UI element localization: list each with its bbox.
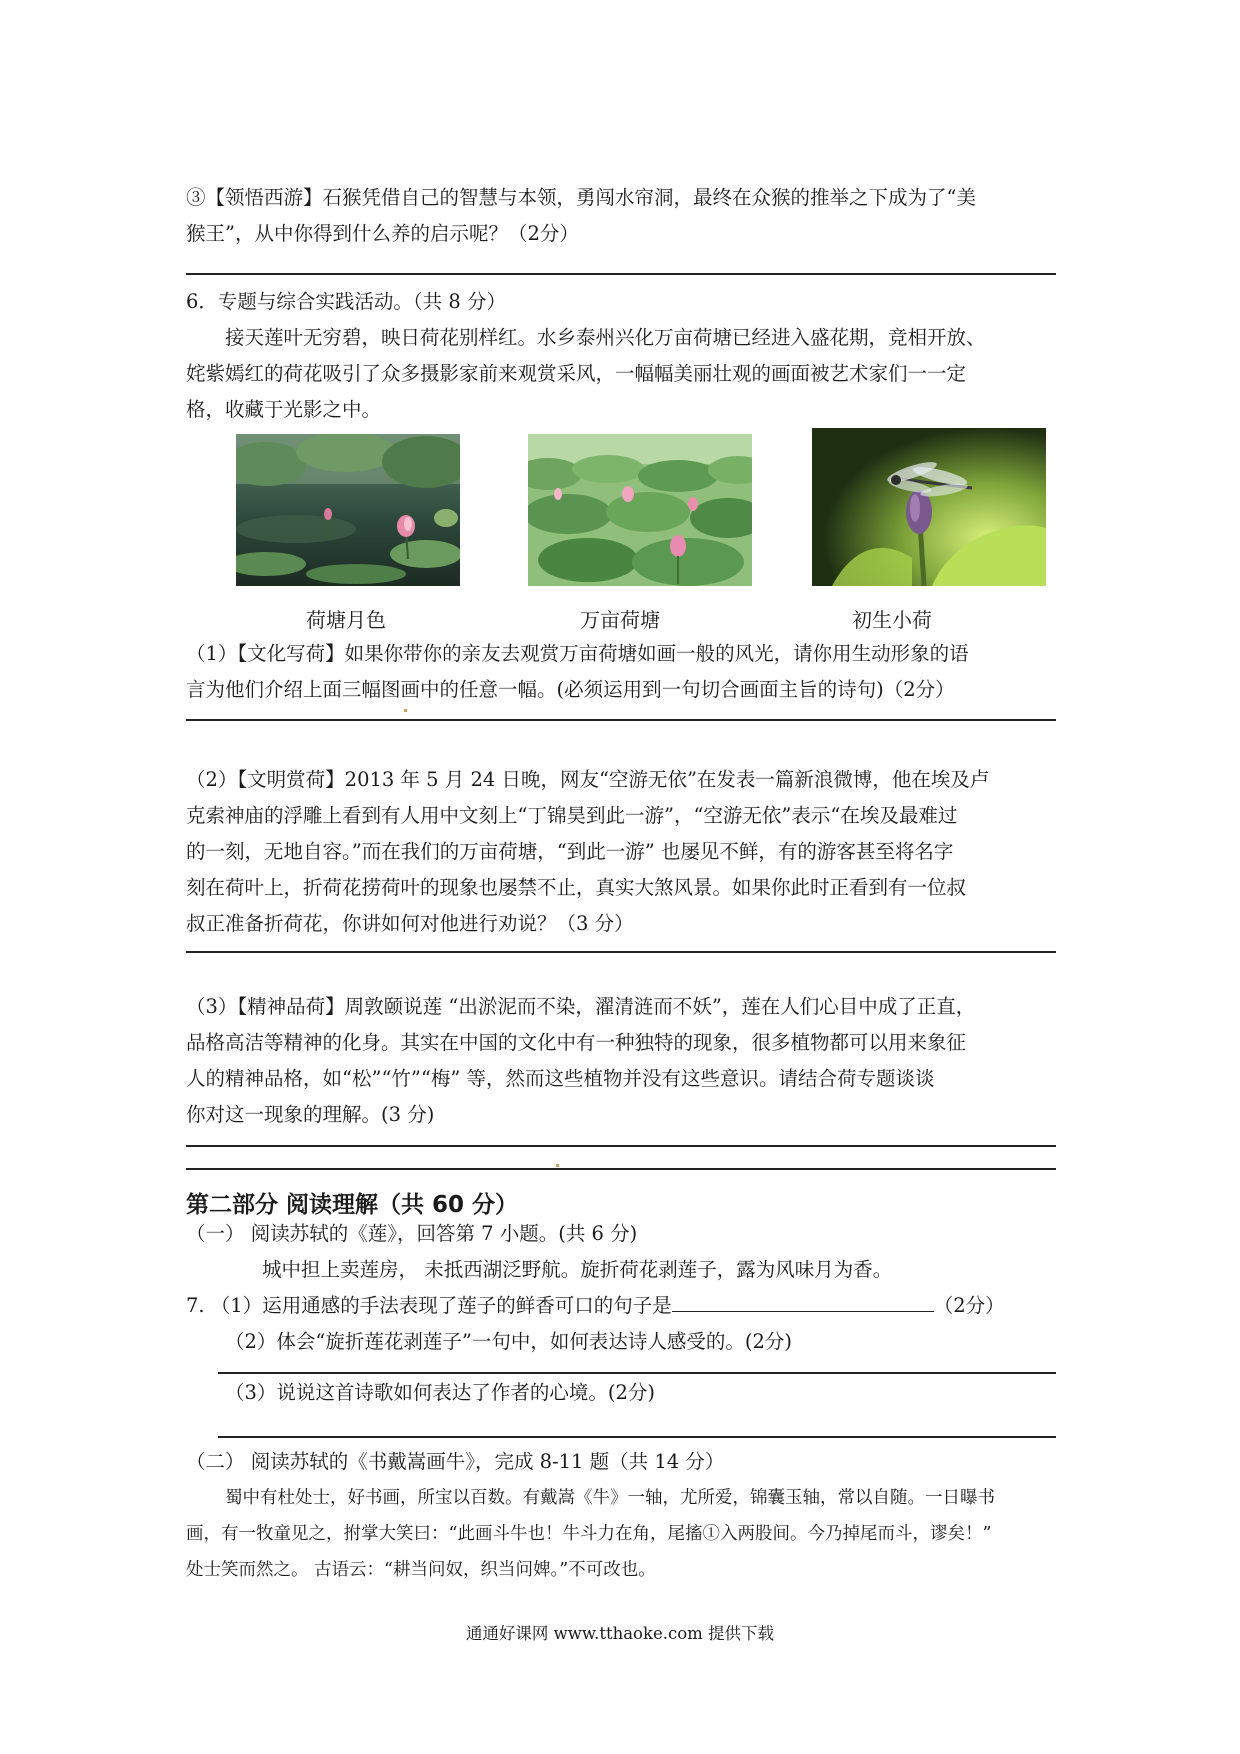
photo-caption: 初生小荷 bbox=[852, 608, 932, 632]
section-title: （一） 阅读苏轼的《莲》，回答第 7 小题。(共 6 分) bbox=[186, 1222, 638, 1245]
text-line: 人的精神品格，如“松”“竹”“梅” 等，然而这些植物并没有这些意识。请结合荷专题谈谈 bbox=[186, 1067, 935, 1090]
photo-caption: 荷塘月色 bbox=[306, 608, 386, 632]
q6-sub1 bbox=[186, 636, 969, 708]
question-7-1 bbox=[186, 1288, 1005, 1324]
text-line: 画，有一牧童见之，拊掌大笑曰：“此画斗牛也！牛斗力在角，尾搐①入两股间。今乃掉尾而斗，谬矣！” bbox=[186, 1524, 992, 1544]
q6-section bbox=[186, 284, 986, 428]
text-line: 姹紫嫣红的荷花吸引了众多摄影家前来观赏采风，一幅幅美丽壮观的画面被艺术家们一一定 bbox=[186, 362, 967, 385]
poem-text: 城中担上卖莲房， 未抵西湖泛野航。旋折荷花剥莲子，露为风味月为香。 bbox=[262, 1258, 893, 1281]
answer-line bbox=[218, 1436, 1056, 1438]
text-line: 刻在荷叶上，折荷花捞荷叶的现象也屡禁不止，真实大煞风景。如果你此时正看到有一位叔 bbox=[186, 876, 967, 899]
lotus-field-photo bbox=[528, 434, 752, 586]
answer-line bbox=[186, 273, 1056, 275]
answer-line bbox=[186, 1168, 1056, 1170]
text-line: 猴王”，从中你得到什么养的启示呢？（2分） bbox=[186, 222, 579, 245]
text-line: 品格高洁等精神的化身。其实在中国的文化中有一种独特的现象，很多植物都可以用来象征 bbox=[186, 1031, 967, 1054]
reading-section-2 bbox=[186, 1444, 724, 1480]
text-line: 的一刻，无地自容。”而在我们的万亩荷塘，“到此一游” 也屡见不鲜，有的游客甚至将名字 bbox=[186, 840, 954, 863]
page-footer: 通通好课网 www.tthaoke.com 提供下载 bbox=[465, 1624, 775, 1643]
photo-caption: 万亩荷塘 bbox=[580, 608, 660, 632]
answer-line bbox=[186, 951, 1056, 953]
classical-text bbox=[186, 1480, 995, 1588]
question-7-2: （2）体会“旋折莲花剥莲子”一句中，如何表达诗人感受的。(2分) bbox=[225, 1330, 792, 1353]
speck bbox=[404, 709, 407, 712]
text-line: 接天莲叶无穷碧，映日荷花别样红。水乡泰州兴化万亩荷塘已经进入盛花期，竞相开放、 bbox=[225, 326, 986, 349]
q6-sub2 bbox=[186, 762, 989, 942]
speck bbox=[556, 1164, 559, 1167]
dragonfly-on-lotus-bud-photo bbox=[812, 428, 1046, 586]
text-line: 蜀中有杜处士，好书画，所宝以百数。有戴嵩《牛》一轴，尤所爱，锦囊玉轴，常以自随。一日曝书 bbox=[225, 1488, 995, 1508]
text-line: 你对这一现象的理解。(3 分) bbox=[186, 1103, 435, 1126]
q7-1-score: （2分） bbox=[933, 1294, 1005, 1317]
text-line: 处士笑而然之。 古语云：“耕当问奴，织当问婢。”不可改也。 bbox=[186, 1560, 656, 1580]
section-title: （二） 阅读苏轼的《书戴嵩画牛》，完成 8-11 题（共 14 分） bbox=[186, 1450, 725, 1473]
answer-line bbox=[218, 1372, 1056, 1374]
answer-line bbox=[186, 719, 1056, 721]
text-line: 格，收藏于光影之中。 bbox=[186, 398, 382, 421]
text-line: （3）【精神品荷】周敦颐说莲 “出淤泥而不染，濯清涟而不妖”，莲在人们心目中成了正直， bbox=[186, 995, 976, 1018]
lotus-pond-moonlight-photo bbox=[236, 434, 460, 586]
q5-item3 bbox=[186, 180, 976, 252]
text-line: （2）【文明赏荷】2013 年 5 月 24 日晚，网友“空游无依”在发表一篇新浪微博，他在埃及卢 bbox=[186, 768, 990, 791]
reading-section-1 bbox=[186, 1216, 1005, 1360]
answer-blank[interactable] bbox=[672, 1289, 934, 1312]
text-line: 叔正准备折荷花，你讲如何对他进行劝说？（3 分） bbox=[186, 912, 634, 935]
text-line: （1）【文化写荷】如果你带你的亲友去观赏万亩荷塘如画一般的风光，请你用生动形象的语 bbox=[186, 642, 969, 665]
answer-line bbox=[186, 1145, 1056, 1147]
q7-1-text: 7. （1）运用通感的手法表现了莲子的鲜香可口的句子是 bbox=[186, 1294, 672, 1317]
section-heading: 第二部分 阅读理解（共 60 分） bbox=[186, 1192, 519, 1218]
question-title: 6．专题与综合实践活动。（共 8 分） bbox=[186, 290, 506, 313]
question-7-3: （3）说说这首诗歌如何表达了作者的心境。(2分) bbox=[225, 1381, 656, 1404]
q6-sub3 bbox=[186, 989, 975, 1133]
text-line: ③【领悟西游】石猴凭借自己的智慧与本领，勇闯水帘洞，最终在众猴的推举之下成为了“美 bbox=[186, 186, 976, 209]
text-line: 克索神庙的浮雕上看到有人用中文刻上“丁锦昊到此一游”，“空游无依”表示“在埃及最难过 bbox=[186, 804, 958, 827]
text-line: 言为他们介绍上面三幅图画中的任意一幅。(必须运用到一句切合画面主旨的诗句)（2分） bbox=[186, 678, 955, 701]
question-7-3-wrap bbox=[225, 1375, 655, 1411]
